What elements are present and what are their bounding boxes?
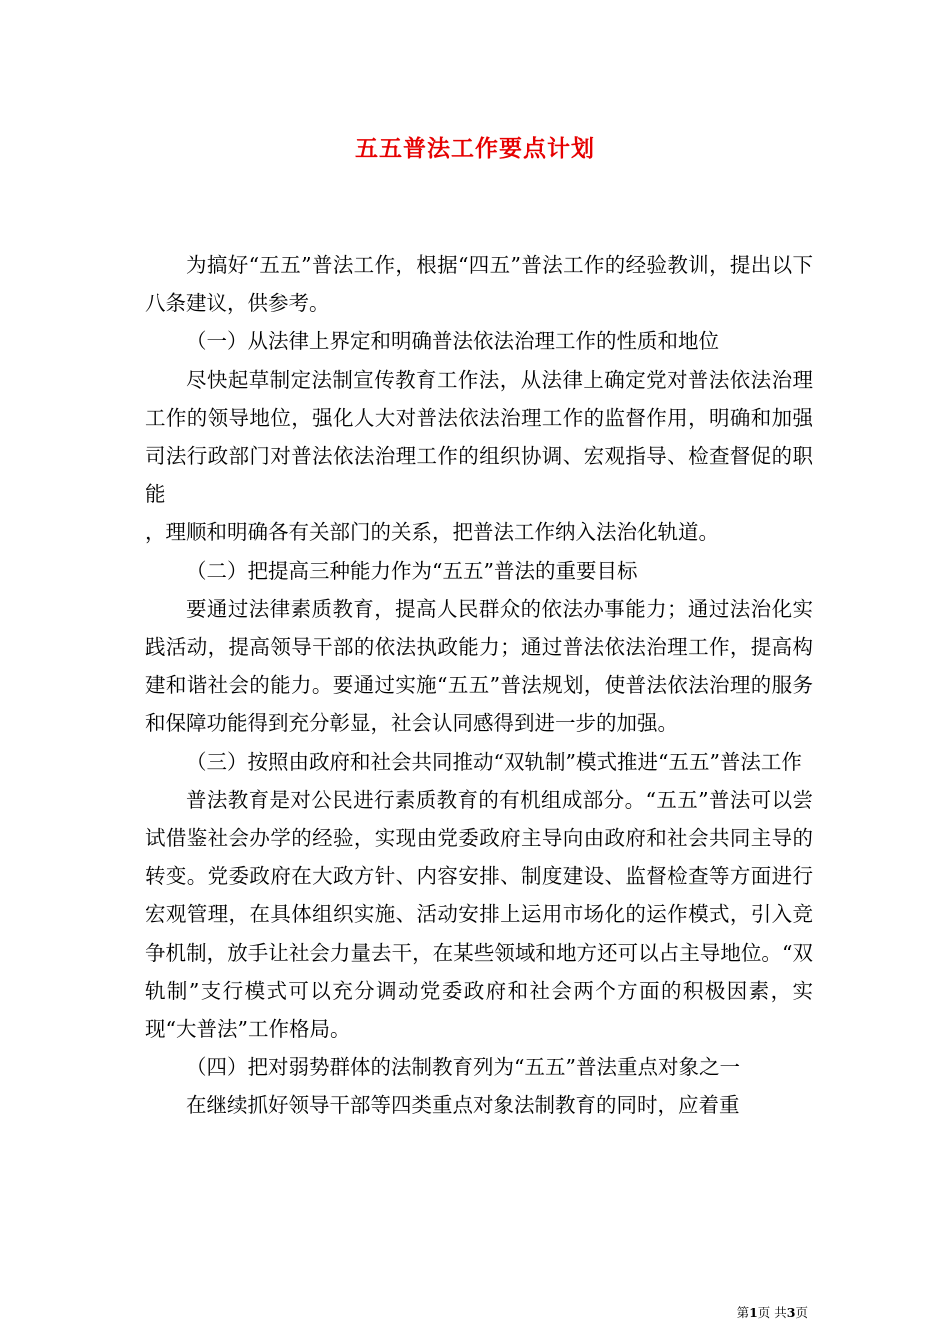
section-paragraph-3: 普法教育是对公民进行素质教育的有机组成部分。“五五”普法可以尝试借鉴社会办学的经验，实现由党委政府主导向由政府和社会共同主导的转变。党委政府在大政方针、内容安排、制度建设、监督检查等方面进行宏观管理，在具体组织实施、活动安排上运用市场化的运作模式，引入竞争机制，放手让社会力量去干，在某些领域和地方还可以占主导地位。“双轨制”支行模式可以充分调动党委政府和社会两个方面的积极因素，实现“大普法”工作格局。 (145, 787, 813, 1042)
section-heading-1: （一）从法律上界定和明确普法依法治理工作的性质和地位 (186, 329, 719, 354)
intro-paragraph: 为搞好“五五”普法工作，根据“四五”普法工作的经验教训，提出以下八条建议，供参考。 (145, 253, 813, 316)
document-body (145, 246, 813, 1125)
section-heading-3: （三）按照由政府和社会共同推动“双轨制”模式推进“五五”普法工作 (186, 749, 802, 774)
page-suffix: 页 (795, 1305, 808, 1320)
document-title: 五五普法工作要点计划 (355, 135, 595, 162)
section-heading-2: （二）把提高三种能力作为“五五”普法的重要目标 (186, 558, 638, 583)
section-paragraph-1: 尽快起草制定法制宣传教育工作法，从法律上确定党对普法依法治理工作的领导地位，强化人大对普法依法治理工作的监督作用，明确和加强司法行政部门对普法依法治理工作的组织协调、宏观指导、检查督促的职能 (145, 367, 813, 507)
total-pages-number: 3 (786, 1305, 796, 1320)
page-number (737, 1303, 808, 1321)
section-heading-4: （四）把对弱势群体的法制教育列为“五五”普法重点对象之一 (186, 1055, 740, 1080)
section-paragraph-1-continued: ，理顺和明确各有关部门的关系，把普法工作纳入法治化轨道。 (145, 520, 719, 545)
section-paragraph-2: 要通过法律素质教育，提高人民群众的依法办事能力；通过法治化实践活动，提高领导干部的依法执政能力；通过普法依法治理工作，提高构建和谐社会的能力。要通过实施“五五”普法规划，使普法依法治理的服务和保障功能得到充分彰显，社会认同感得到进一步的加强。 (145, 596, 813, 736)
page-prefix: 第 (736, 1305, 750, 1320)
current-page-number: 1 (749, 1305, 758, 1320)
section-paragraph-4: 在继续抓好领导干部等四类重点对象法制教育的同时，应着重 (186, 1093, 740, 1118)
page-middle: 页 共 (757, 1305, 787, 1320)
